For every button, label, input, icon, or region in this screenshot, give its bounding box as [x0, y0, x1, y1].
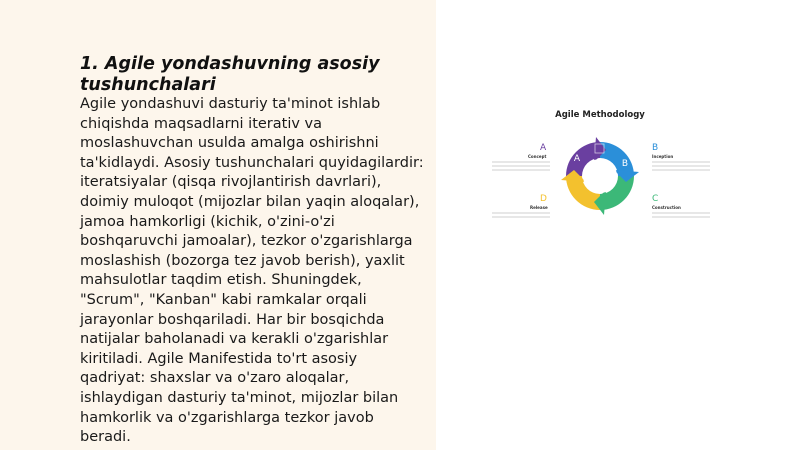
stage-letter-a: A: [540, 143, 547, 153]
segment-letter-a: A: [573, 154, 581, 164]
stage-letter-c: C: [652, 194, 659, 204]
stage-release: [492, 194, 550, 217]
segment-letter-d: D: [570, 200, 578, 210]
stage-name-inception: Inception: [652, 154, 674, 159]
stage-concept: [492, 143, 550, 170]
segment-letter-b: B: [621, 159, 629, 169]
stage-letter-b: B: [652, 143, 659, 153]
diagram-title: Agile Methodology: [555, 110, 645, 120]
agile-methodology-diagram: [488, 100, 713, 235]
stage-construction: [652, 194, 710, 217]
stage-name-release: Release: [530, 205, 548, 210]
slide-heading: 1. Agile yondashuvning asosiy tushunchalari: [80, 54, 380, 95]
cycle-center: [583, 159, 617, 193]
slide-body-text: Agile yondashuvi dasturiy ta'minot ishlab chiqishda maqsadlarni iterativ va moslashuvchan usulda amalga oshirishni ta'kidlaydi. Asosiy tushunchalari quyidagilardir: iteratsiyalar (qisqa rivojlantirish davrlari), doimiy muloqot (mijozlar bilan yaqin aloqalar), jamoa hamkorligi (kichik, o'zini-o'zi boshqaruvchi jamoalar), tezkor o'zgarishlarga moslashish (bozorga tez javob berish), yaxlit mahsulotlar taqdim etish. Shuningdek, "Scrum", "Kanban" kabi ramkalar orqali jarayonlar boshqariladi. Har bir bosqichda natijalar baholanadi va kerakli o'zgarishlar kiritiladi. Agile Manifestida to'rt asosiy qadriyat: shaxslar va o'zaro aloqalar, ishlaydigan dasturiy ta'minot, mijozlar bilan hamkorlik va o'zgarishlarga tezkor javob beradi.: [80, 96, 424, 446]
segment-letter-c: C: [618, 204, 626, 214]
stage-inception: [652, 143, 710, 170]
stage-name-concept: Concept: [528, 154, 547, 159]
stage-letter-d: D: [540, 194, 547, 204]
stage-name-construction: Construction: [652, 205, 681, 210]
